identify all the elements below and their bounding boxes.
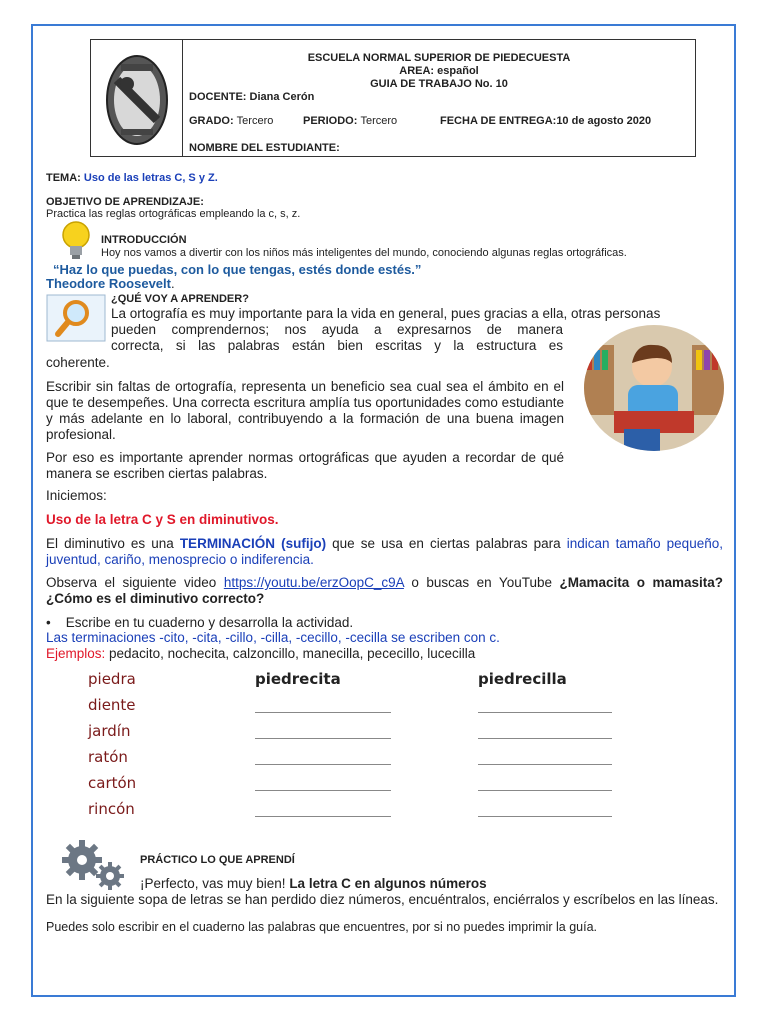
answer-line-cilla xyxy=(478,790,612,791)
intro-title: INTRODUCCIÓN xyxy=(101,234,187,246)
intro-text: Hoy nos vamos a divertir con los niños más inteligentes del mundo, conociendo algunas reglas ortográficas. xyxy=(101,247,627,259)
exercise-word: ratón xyxy=(88,748,128,766)
learn-p1-line2: pueden comprendernos; nos ayuda a expresarnos de manera xyxy=(111,322,563,337)
boy-reading-illustration xyxy=(584,325,724,451)
exercise-word: cartón xyxy=(88,774,137,792)
suffix-rule: Las terminaciones -cito, -cita, -cillo, -cilla, -cecillo, -cecilla se escriben con c. xyxy=(46,630,500,645)
school-shield-icon xyxy=(91,40,182,156)
header-table xyxy=(90,39,696,157)
practice-intro: ¡Perfecto, vas muy bien! La letra C en algunos números xyxy=(140,876,487,891)
start-label: Iniciemos: xyxy=(46,488,107,503)
practice-instructions: En la siguiente sopa de letras se han perdido diez números, encuéntralos, enciérralos y escríbelos en las líneas. xyxy=(46,892,719,907)
answer-line-cilla xyxy=(478,764,612,765)
objective-title: OBJETIVO DE APRENDIZAJE: xyxy=(46,196,204,208)
activity-bullet: • Escribe en tu cuaderno y desarrolla la actividad. xyxy=(46,615,354,630)
magnifier-icon xyxy=(46,294,106,342)
bullet-dot: • xyxy=(46,615,51,630)
learn-p1-line3: correcta, si las palabras están bien escritas y la estructura es xyxy=(111,338,563,353)
area: AREA: español xyxy=(399,65,479,77)
topic: TEMA: Uso de las letras C, S y Z. xyxy=(46,172,218,184)
due-date: FECHA DE ENTREGA:10 de agosto 2020 xyxy=(440,115,652,127)
answer-line-cita xyxy=(255,816,391,817)
student-name-label: NOMBRE DEL ESTUDIANTE: xyxy=(189,142,340,154)
teacher: DOCENTE: Diana Cerón xyxy=(189,91,315,103)
guide-number: GUIA DE TRABAJO No. 10 xyxy=(370,78,508,90)
answer-line-cilla xyxy=(478,738,612,739)
learn-p1-line4: coherente. xyxy=(46,355,110,370)
learn-title: ¿QUÉ VOY A APRENDER? xyxy=(111,293,249,305)
objective-text: Practica las reglas ortográficas empleando la c, s, z. xyxy=(46,208,301,220)
example-answer-cita: piedrecita xyxy=(255,670,341,688)
lightbulb-icon xyxy=(60,220,92,262)
page-frame xyxy=(31,24,736,997)
exercise-word: diente xyxy=(88,696,136,714)
video-link[interactable]: https://youtu.be/erzOopC_c9A xyxy=(223,575,404,590)
section-title: Uso de la letra C y S en diminutivos. xyxy=(46,512,279,527)
answer-line-cilla xyxy=(478,712,612,713)
exercise-word: rincón xyxy=(88,800,135,818)
answer-line-cilla xyxy=(478,816,612,817)
learn-p3: Por eso es importante aprender normas ortográficas que ayuden a recordar de qué manera se escriben ciertas palabras. xyxy=(46,450,564,481)
answer-line-cita xyxy=(255,738,391,739)
practice-note: Puedes solo escribir en el cuaderno las palabras que encuentres, por si no puedes imprimir la guía. xyxy=(46,920,598,934)
learn-p2: Escribir sin faltas de ortografía, representa un beneficio sea cual sea el ámbito en el que te desempeñes. Una correcta escritura amplía tus oportunidades como estudiante y más adelante en lo laboral, contribuyendo a la formación de una buena imagen profesional. xyxy=(46,379,564,442)
gears-icon xyxy=(58,836,130,892)
video-instructions: Observa el siguiente video https://youtu.be/erzOopC_c9A o buscas en YouTube ¿Mamacita o mamasita? ¿Cómo es el diminutivo correcto? xyxy=(46,575,724,606)
diminutive-definition: El diminutivo es una TERMINACIÓN (sufijo) que se usa en ciertas palabras para indican tamaño pequeño, juventud, cariño, menosprecio o indiferencia. xyxy=(46,536,723,567)
exercise-word: piedra xyxy=(88,670,136,688)
practice-title: PRÁCTICO LO QUE APRENDÍ xyxy=(140,854,295,866)
quote-author: Theodore Roosevelt. xyxy=(46,276,175,291)
school-name: ESCUELA NORMAL SUPERIOR DE PIEDECUESTA xyxy=(307,52,571,64)
answer-line-cita xyxy=(255,790,391,791)
answer-line-cita xyxy=(255,712,391,713)
period: PERIODO: Tercero xyxy=(303,115,398,127)
exercise-word: jardín xyxy=(88,722,131,740)
grade: GRADO: Tercero xyxy=(189,115,274,127)
logo-cell xyxy=(91,40,183,156)
example-answer-cilla: piedrecilla xyxy=(478,670,567,688)
quote: “Haz lo que puedas, con lo que tengas, estés donde estés.” xyxy=(53,262,422,277)
examples: Ejemplos: pedacito, nochecita, calzoncillo, manecilla, pececillo, lucecilla xyxy=(46,646,476,661)
answer-line-cita xyxy=(255,764,391,765)
learn-p1-line1: La ortografía es muy importante para la vida en general, pues gracias a ella, otras personas xyxy=(111,306,661,321)
